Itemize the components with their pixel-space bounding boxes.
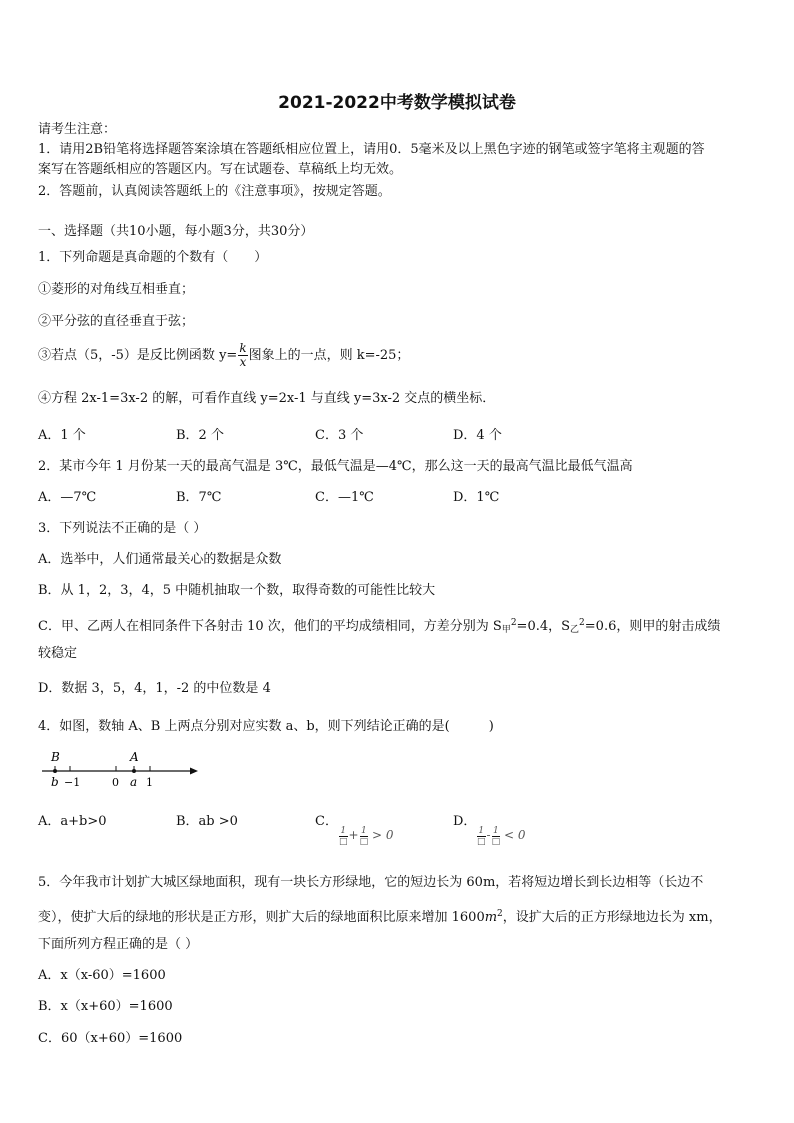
d-frac-2-num: 1 <box>492 826 499 836</box>
notice-line-2: 2．答题前，认真阅读答题纸上的《注意事项》，按规定答题。 <box>38 184 391 199</box>
q4-option-d-expr <box>476 826 525 847</box>
k-over-x-fraction <box>238 342 247 369</box>
q5-unit: m <box>484 910 498 925</box>
d-frac-1 <box>477 826 486 847</box>
value-b-label: b <box>51 775 59 789</box>
q4-option-c-expr <box>338 826 393 847</box>
d-frac-2 <box>492 826 501 847</box>
d-op: - <box>486 828 491 842</box>
q3-option-a: A．选举中，人们通常最关心的数据是众数 <box>38 552 282 567</box>
q3-option-b: B．从 1，2，3，4，5 中随机抽取一个数，取得奇数的可能性比较大 <box>38 583 436 598</box>
q1-stem: 1．下列命题是真命题的个数有（ ） <box>38 250 268 265</box>
q2-option-b: B．7℃ <box>176 490 222 505</box>
q3-c-sup-2: 2 <box>579 618 585 628</box>
section-heading: 一、选择题（共10小题，每小题3分，共30分） <box>38 224 314 239</box>
point-b-label: B <box>51 750 60 764</box>
tick-1-label: 1 <box>146 776 153 789</box>
q5-unit-sup: 2 <box>497 909 503 919</box>
q4-option-b: B．ab >0 <box>176 814 238 829</box>
q3-stem: 3．下列说法不正确的是（ ） <box>38 521 207 536</box>
q5-line-3: 下面所列方程正确的是（ ） <box>38 937 199 952</box>
q5-line-2-post: ，设扩大后的正方形绿地边长为 xm， <box>502 910 722 925</box>
tick-neg1-label: −1 <box>64 776 81 789</box>
c-frac-2-den: □ <box>359 837 369 847</box>
q1-statement-4: ④方程 2x-1=3x-2 的解，可看作直线 y=2x-1 与直线 y=3x-2 交点的横坐标． <box>38 391 496 406</box>
point-b-dot <box>53 769 57 773</box>
q5-option-c: C．60（x+60）=1600 <box>38 1031 183 1046</box>
q1-option-a: A．1 个 <box>38 428 86 443</box>
q1-option-b: B．2 个 <box>176 428 224 443</box>
c-op: + <box>348 828 359 842</box>
notice-heading: 请考生注意： <box>38 122 117 137</box>
d-frac-1-den: □ <box>477 837 486 847</box>
q2-option-c: C．—1℃ <box>315 490 374 505</box>
q3-c-sub-jia: 甲 <box>501 625 511 635</box>
d-frac-1-num: 1 <box>478 826 485 836</box>
q1-statement-2: ②平分弦的直径垂直于弦； <box>38 314 195 329</box>
q1-option-c: C．3 个 <box>315 428 364 443</box>
q3-option-d: D．数据 3，5，4，1，-2 的中位数是 4 <box>38 681 271 696</box>
point-a-label: A <box>130 750 139 764</box>
c-rel: > 0 <box>371 828 394 842</box>
d-rel: < 0 <box>503 828 526 842</box>
c-frac-1-num: 1 <box>340 826 347 836</box>
notice-line-1: 1．请用2B铅笔将选择题答案涂填在答题纸相应位置上，请用0．5毫米及以上黑色字迹的钢笔或签字笔将主观题的答 <box>38 142 705 157</box>
q4-option-d-label: D． <box>453 814 477 829</box>
c-frac-2 <box>360 826 369 847</box>
q3-option-c <box>38 614 720 639</box>
fraction-denominator: x <box>239 355 247 369</box>
c-frac-1 <box>339 826 348 847</box>
q2-option-a: A．—7℃ <box>38 490 97 505</box>
q5-option-a: A．x（x-60）=1600 <box>38 968 166 983</box>
q4-option-a: A．a+b>0 <box>38 814 107 829</box>
q3-c-pre: C．甲、乙两人在相同条件下各射击 10 次，他们的平均成绩相同，方差分别为 S <box>38 619 502 634</box>
tick-0-label: 0 <box>112 776 119 789</box>
q3-c-post: =0.6，则甲的射击成绩 <box>584 619 721 634</box>
c-frac-2-num: 1 <box>360 826 367 836</box>
value-a-label: a <box>130 775 138 789</box>
q2-stem: 2．某市今年 1 月份某一天的最高气温是 3℃，最低气温是—4℃，那么这一天的最高气温比最低气温高 <box>38 459 633 474</box>
q3-option-c-cont: 较稳定 <box>38 646 78 661</box>
q1-s3-post: 图象上的一点，则 k=-25； <box>248 348 410 363</box>
page-title: 2021-2022中考数学模拟试卷 <box>278 93 516 113</box>
q5-line-2-pre: 变），使扩大后的绿地的形状是正方形，则扩大后的绿地面积比原来增加 1600 <box>38 910 485 925</box>
number-line-figure <box>38 748 208 792</box>
d-frac-2-den: □ <box>491 837 501 847</box>
q5-option-b: B．x（x+60）=1600 <box>38 999 173 1014</box>
point-a-dot <box>132 769 136 773</box>
q1-s3-pre: ③若点（5，-5）是反比例函数 y= <box>38 348 238 363</box>
c-frac-1-den: □ <box>339 837 348 847</box>
q4-option-c-label: C． <box>315 814 338 829</box>
axis-arrow <box>190 768 198 775</box>
q5-line-2 <box>38 905 722 927</box>
notice-line-1b: 案写在答题纸相应的答题区内。写在试题卷、草稿纸上均无效。 <box>38 162 403 177</box>
q3-c-sup-1: 2 <box>510 618 517 628</box>
q5-line-1: 5．今年我市计划扩大城区绿地面积，现有一块长方形绿地，它的短边长为 60m，若将短边增长到长边相等（长边不 <box>38 875 704 890</box>
q4-stem: 4．如图，数轴 A、B 上两点分别对应实数 a、b，则下列结论正确的是( ) <box>38 719 494 734</box>
q3-c-mid: =0.4，S <box>516 619 571 634</box>
q2-option-d: D．1℃ <box>453 490 500 505</box>
q1-statement-3 <box>38 342 409 369</box>
fraction-numerator: k <box>239 341 247 355</box>
q3-c-sub-yi: 乙 <box>570 625 580 635</box>
q1-statement-1: ①菱形的对角线互相垂直； <box>38 282 195 297</box>
q1-option-d: D．4 个 <box>453 428 502 443</box>
